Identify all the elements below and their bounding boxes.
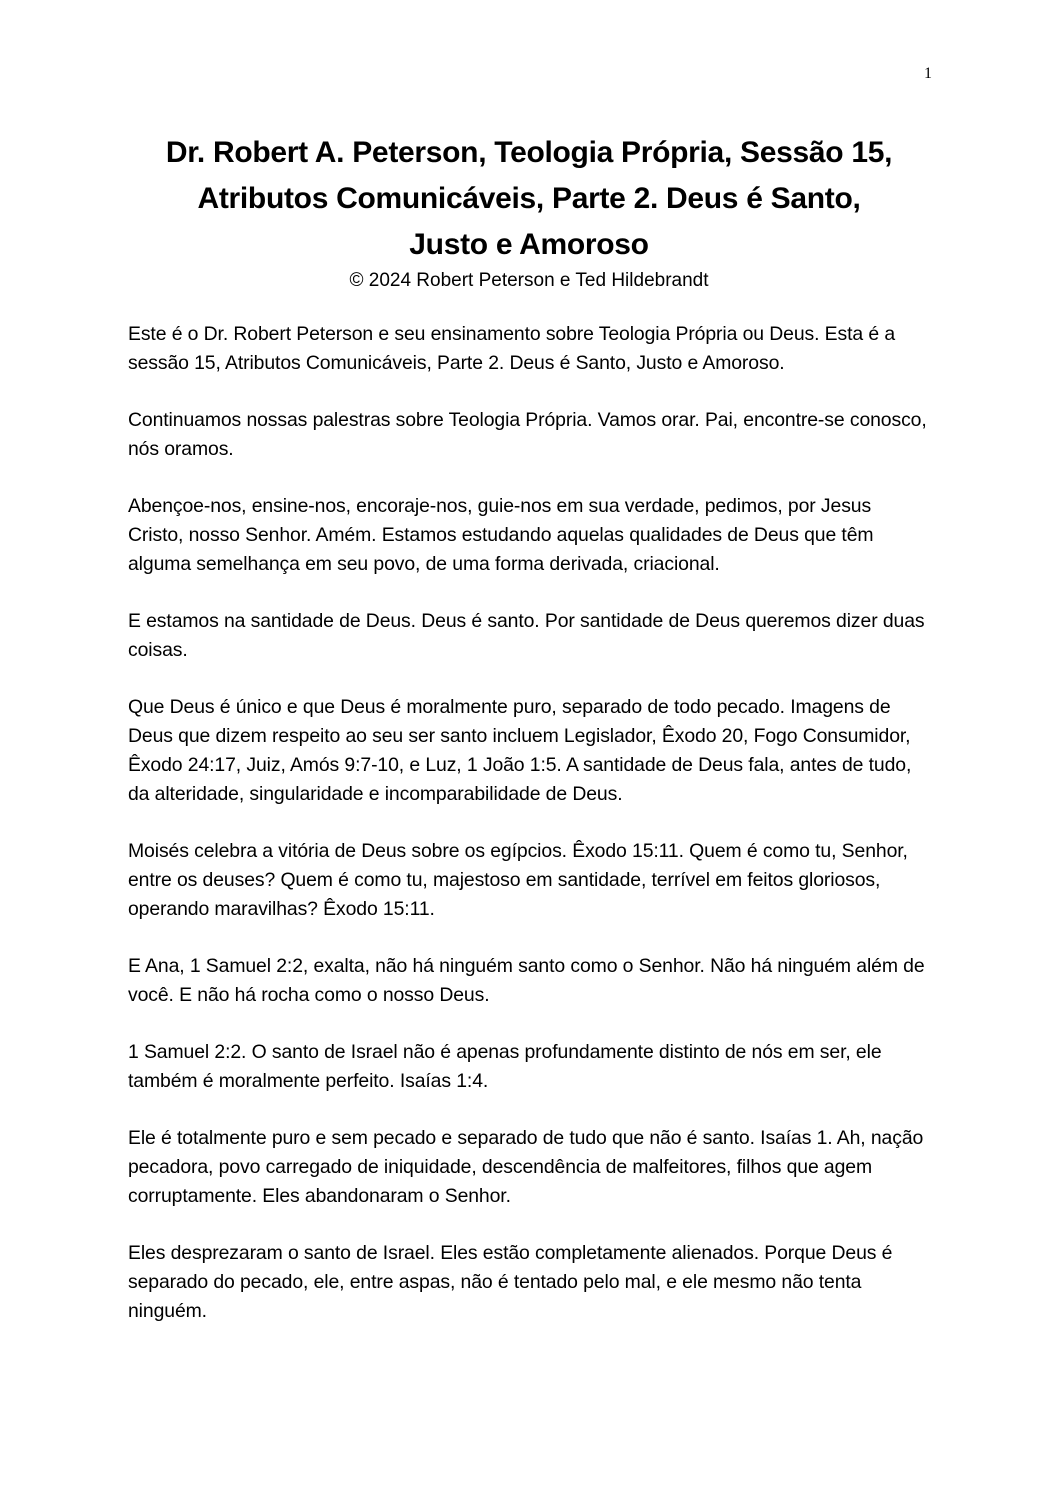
paragraph: Que Deus é único e que Deus é moralmente puro, separado de todo pecado. Imagens de Deus que dizem respeito ao seu ser santo incluem Legislador, Êxodo 20, Fogo Consumidor, Êxodo 24:17, Juiz, Amós 9:7-10, e Luz, 1 João 1:5. A santidade de Deus fala, antes de tudo, da alteridade, singularidade e incomparabilidade de Deus. (128, 696, 912, 805)
paragraph: 1 Samuel 2:2. O santo de Israel não é apenas profundamente distinto de nós em ser, ele também é moralmente perfeito. Isaías 1:4. (128, 1041, 882, 1092)
title-line: Justo e Amoroso (409, 228, 649, 261)
paragraph: Moisés celebra a vitória de Deus sobre os egípcios. Êxodo 15:11. Quem é como tu, Senhor, entre os deuses? Quem é como tu, majestoso em santidade, terrível em feitos gloriosos, operando maravilhas? Êxodo 15:11. (128, 840, 908, 920)
page-number: 1 (924, 65, 932, 82)
document-body (128, 320, 928, 1354)
paragraph: Ele é totalmente puro e sem pecado e separado de tudo que não é santo. Isaías 1. Ah, nação pecadora, povo carregado de iniquidade, descendência de malfeitores, filhos que agem corruptamente. Eles abandonaram o Senhor. (128, 1127, 924, 1207)
title-line: Dr. Robert A. Peterson, Teologia Própria, Sessão 15, (165, 136, 893, 169)
paragraph: Eles desprezaram o santo de Israel. Eles estão completamente alienados. Porque Deus é separado do pecado, ele, entre aspas, não é tentado pelo mal, e ele mesmo não tenta ninguém. (128, 1242, 893, 1322)
document-title (118, 130, 940, 268)
copyright-notice: © 2024 Robert Peterson e Ted Hildebrandt (349, 270, 709, 291)
paragraph: E estamos na santidade de Deus. Deus é santo. Por santidade de Deus queremos dizer duas coisas. (128, 610, 925, 661)
paragraph: E Ana, 1 Samuel 2:2, exalta, não há ninguém santo como o Senhor. Não há ninguém além de você. E não há rocha como o nosso Deus. (128, 955, 925, 1006)
document-header (118, 130, 940, 294)
paragraph: Este é o Dr. Robert Peterson e seu ensinamento sobre Teologia Própria ou Deus. Esta é a sessão 15, Atributos Comunicáveis, Parte 2. Deus é Santo, Justo e Amoroso. (128, 323, 896, 374)
paragraph: Continuamos nossas palestras sobre Teologia Própria. Vamos orar. Pai, encontre-se conosco, nós oramos. (128, 409, 927, 460)
title-line: Atributos Comunicáveis, Parte 2. Deus é Santo, (197, 182, 861, 215)
paragraph: Abençoe-nos, ensine-nos, encoraje-nos, guie-nos em sua verdade, pedimos, por Jesus Cristo, nosso Senhor. Amém. Estamos estudando aquelas qualidades de Deus que têm alguma semelhança em seu povo, de uma forma derivada, criacional. (128, 495, 874, 575)
